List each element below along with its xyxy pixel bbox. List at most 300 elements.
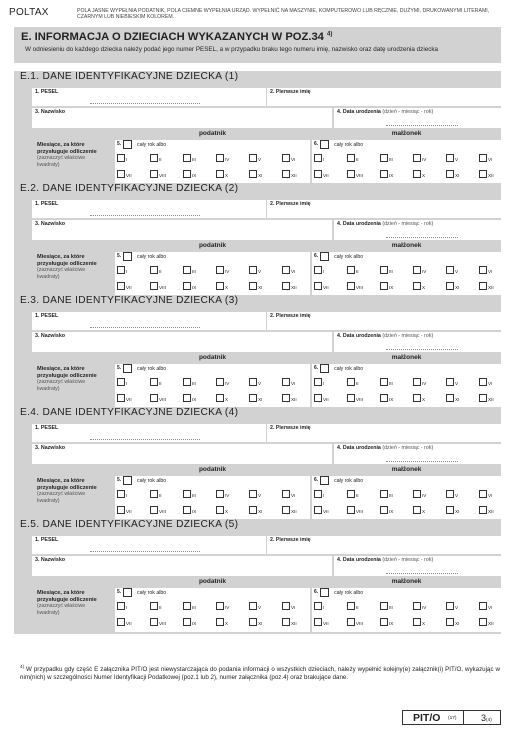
checkbox-square[interactable] xyxy=(314,266,325,274)
checkbox-square[interactable] xyxy=(380,490,388,498)
spouse-month-checkbox[interactable] xyxy=(314,170,329,178)
checkbox-square[interactable] xyxy=(183,282,191,290)
checkbox-square[interactable] xyxy=(282,282,290,290)
spouse-month-checkbox[interactable] xyxy=(347,394,363,402)
checkbox-square[interactable] xyxy=(380,170,388,178)
checkbox-square[interactable] xyxy=(380,618,388,626)
spouse-month-checkbox[interactable] xyxy=(446,378,458,386)
taxpayer-month-checkbox[interactable] xyxy=(282,506,297,514)
birth-date-field[interactable] xyxy=(334,444,501,464)
spouse-whole-year-checkbox[interactable] xyxy=(320,588,329,597)
birth-date-field[interactable] xyxy=(334,220,501,240)
taxpayer-month-checkbox[interactable] xyxy=(282,378,295,386)
checkbox-square[interactable] xyxy=(249,282,257,290)
checkbox-square[interactable] xyxy=(314,378,325,386)
checkbox-square[interactable] xyxy=(282,490,290,498)
month-label: VI xyxy=(291,157,296,162)
taxpayer-whole-year-checkbox[interactable] xyxy=(123,252,132,261)
checkbox-square[interactable] xyxy=(117,282,125,290)
taxpayer-month-checkbox[interactable] xyxy=(282,154,295,162)
spouse-month-checkbox[interactable] xyxy=(347,154,359,162)
month-label: VII xyxy=(126,621,132,626)
checkbox-square[interactable] xyxy=(150,282,158,290)
checkbox-square[interactable] xyxy=(117,506,125,514)
checkbox-square[interactable] xyxy=(446,266,454,274)
checkbox-square[interactable] xyxy=(150,602,158,610)
checkbox-square[interactable] xyxy=(446,154,454,162)
spouse-month-checkbox[interactable] xyxy=(347,170,363,178)
checkbox-square[interactable] xyxy=(347,154,355,162)
spouse-month-checkbox[interactable] xyxy=(347,618,363,626)
taxpayer-month-checkbox[interactable] xyxy=(150,378,162,386)
checkbox-square[interactable] xyxy=(150,506,158,514)
checkbox-square[interactable] xyxy=(314,394,322,402)
spouse-month-checkbox[interactable] xyxy=(314,506,329,514)
taxpayer-month-checkbox[interactable] xyxy=(249,394,262,402)
month-label: II xyxy=(356,269,359,274)
checkbox-square[interactable] xyxy=(183,378,191,386)
spouse-month-checkbox[interactable] xyxy=(380,266,393,274)
checkbox-square[interactable] xyxy=(249,618,257,626)
taxpayer-month-checkbox[interactable] xyxy=(183,266,196,274)
checkbox-square[interactable] xyxy=(314,170,322,178)
checkbox-square[interactable] xyxy=(282,394,290,402)
checkbox-square[interactable] xyxy=(380,266,388,274)
first-name-field[interactable] xyxy=(267,312,501,330)
taxpayer-month-checkbox[interactable] xyxy=(183,506,196,514)
taxpayer-month-checkbox[interactable] xyxy=(216,378,229,386)
taxpayer-month-checkbox[interactable] xyxy=(282,170,297,178)
checkbox-square[interactable] xyxy=(413,618,421,626)
taxpayer-month-checkbox[interactable] xyxy=(216,170,228,178)
taxpayer-month-checkbox[interactable] xyxy=(282,282,297,290)
whole-year-label: cały rok albo xyxy=(334,254,364,260)
taxpayer-month-checkbox[interactable] xyxy=(249,170,262,178)
spouse-month-checkbox[interactable] xyxy=(479,170,494,178)
taxpayer-month-checkbox[interactable] xyxy=(117,378,127,386)
month-label: II xyxy=(159,605,162,610)
spouse-whole-year-checkbox[interactable] xyxy=(320,364,329,373)
checkbox-square[interactable] xyxy=(413,170,421,178)
spouse-month-checkbox[interactable] xyxy=(446,394,459,402)
checkbox-square[interactable] xyxy=(216,378,224,386)
checkbox-square[interactable] xyxy=(216,154,224,162)
month-label: VI xyxy=(488,493,493,498)
checkbox-square[interactable] xyxy=(183,154,191,162)
pesel-field[interactable] xyxy=(32,536,266,554)
checkbox-square[interactable] xyxy=(479,394,487,402)
checkbox-square[interactable] xyxy=(347,506,355,514)
checkbox-square[interactable] xyxy=(479,490,487,498)
checkbox-square[interactable] xyxy=(150,618,158,626)
spouse-whole-year-checkbox[interactable] xyxy=(320,476,329,485)
pesel-field[interactable] xyxy=(32,200,266,218)
month-label: XII xyxy=(291,509,297,514)
taxpayer-month-checkbox[interactable] xyxy=(150,282,166,290)
checkbox-square[interactable] xyxy=(413,378,421,386)
spouse-month-checkbox[interactable] xyxy=(446,154,458,162)
months-label: Miesiące, za które przysługuje odliczenie (zaznaczyć właściwe kwadraty) xyxy=(37,478,97,504)
surname-field[interactable] xyxy=(32,108,332,128)
spouse-whole-year-checkbox[interactable] xyxy=(320,252,329,261)
checkbox-square[interactable] xyxy=(446,282,454,290)
spouse-month-checkbox[interactable] xyxy=(380,602,393,610)
spouse-month-checkbox[interactable] xyxy=(479,506,494,514)
checkbox-square[interactable] xyxy=(216,282,224,290)
checkbox-square[interactable] xyxy=(249,266,257,274)
checkbox-square[interactable] xyxy=(380,506,388,514)
checkbox-square[interactable] xyxy=(413,506,421,514)
month-label: I xyxy=(126,493,128,498)
pesel-field[interactable] xyxy=(32,88,266,106)
spouse-month-checkbox[interactable] xyxy=(314,378,324,386)
checkbox-square[interactable] xyxy=(150,170,158,178)
checkbox-square[interactable] xyxy=(117,378,128,386)
spouse-month-checkbox[interactable] xyxy=(479,378,492,386)
checkbox-square[interactable] xyxy=(249,378,257,386)
spouse-month-checkbox[interactable] xyxy=(446,282,459,290)
spouse-month-checkbox[interactable] xyxy=(314,394,329,402)
checkbox-square[interactable] xyxy=(150,490,158,498)
spouse-month-checkbox[interactable] xyxy=(314,266,324,274)
taxpayer-whole-year-checkbox[interactable] xyxy=(123,476,132,485)
checkbox-square[interactable] xyxy=(413,154,421,162)
spouse-month-checkbox[interactable] xyxy=(479,394,494,402)
spouse-month-checkbox[interactable] xyxy=(347,602,359,610)
checkbox-square[interactable] xyxy=(380,282,388,290)
surname-field[interactable] xyxy=(32,220,332,240)
checkbox-square[interactable] xyxy=(413,394,421,402)
checkbox-square[interactable] xyxy=(150,266,158,274)
checkbox-square[interactable] xyxy=(117,490,128,498)
month-label: VIII xyxy=(356,397,363,402)
spouse-month-checkbox[interactable] xyxy=(380,394,393,402)
taxpayer-month-checkbox[interactable] xyxy=(249,266,261,274)
checkbox-square[interactable] xyxy=(347,618,355,626)
checkbox-square[interactable] xyxy=(282,378,290,386)
spouse-month-checkbox[interactable] xyxy=(380,378,393,386)
first-name-field[interactable] xyxy=(267,424,501,442)
checkbox-square[interactable] xyxy=(249,602,257,610)
taxpayer-month-checkbox[interactable] xyxy=(183,282,196,290)
taxpayer-month-checkbox[interactable] xyxy=(282,266,295,274)
spouse-month-checkbox[interactable] xyxy=(479,618,494,626)
taxpayer-month-checkbox[interactable] xyxy=(183,154,196,162)
spouse-month-checkbox[interactable] xyxy=(347,282,363,290)
checkbox-square[interactable] xyxy=(216,602,224,610)
taxpayer-month-checkbox[interactable] xyxy=(117,602,127,610)
checkbox-square[interactable] xyxy=(117,266,128,274)
spouse-month-checkbox[interactable] xyxy=(380,154,393,162)
taxpayer-month-checkbox[interactable] xyxy=(249,618,262,626)
spouse-month-checkbox[interactable] xyxy=(314,602,324,610)
taxpayer-month-checkbox[interactable] xyxy=(216,602,229,610)
spouse-month-checkbox[interactable] xyxy=(314,154,324,162)
taxpayer-month-checkbox[interactable] xyxy=(249,154,261,162)
spouse-month-checkbox[interactable] xyxy=(446,266,458,274)
spouse-month-checkbox[interactable] xyxy=(413,394,425,402)
checkbox-square[interactable] xyxy=(282,618,290,626)
taxpayer-month-checkbox[interactable] xyxy=(216,618,228,626)
birth-date-field[interactable] xyxy=(334,332,501,352)
checkbox-square[interactable] xyxy=(446,394,454,402)
taxpayer-month-checkbox[interactable] xyxy=(183,602,196,610)
checkbox-square[interactable] xyxy=(282,602,290,610)
taxpayer-month-checkbox[interactable] xyxy=(216,490,229,498)
spouse-months-box xyxy=(312,476,507,520)
checkbox-square[interactable] xyxy=(282,154,290,162)
checkbox-square[interactable] xyxy=(183,266,191,274)
surname-label: 3. Nazwisko xyxy=(35,221,66,227)
month-label: XI xyxy=(455,509,460,514)
spouse-month-checkbox[interactable] xyxy=(314,282,329,290)
spouse-month-checkbox[interactable] xyxy=(446,490,458,498)
checkbox-square[interactable] xyxy=(446,378,454,386)
first-name-field[interactable] xyxy=(267,536,501,554)
checkbox-square[interactable] xyxy=(446,490,454,498)
taxpayer-month-checkbox[interactable] xyxy=(249,490,261,498)
spouse-month-checkbox[interactable] xyxy=(314,618,329,626)
checkbox-square[interactable] xyxy=(249,154,257,162)
month-label: X xyxy=(422,173,426,178)
spouse-month-checkbox[interactable] xyxy=(413,170,425,178)
taxpayer-month-checkbox[interactable] xyxy=(282,602,295,610)
taxpayer-month-checkbox[interactable] xyxy=(117,618,132,626)
checkbox-square[interactable] xyxy=(249,170,257,178)
page-number: 3(4) xyxy=(481,713,492,723)
spouse-month-checkbox[interactable] xyxy=(413,490,426,498)
checkbox-square[interactable] xyxy=(380,378,388,386)
spouse-month-checkbox[interactable] xyxy=(413,282,425,290)
checkbox-square[interactable] xyxy=(446,618,454,626)
taxpayer-month-checkbox[interactable] xyxy=(216,266,229,274)
spouse-month-checkbox[interactable] xyxy=(413,506,425,514)
taxpayer-month-checkbox[interactable] xyxy=(183,490,196,498)
birth-date-field[interactable] xyxy=(334,556,501,576)
spouse-month-checkbox[interactable] xyxy=(479,154,492,162)
taxpayer-heading: podatnik xyxy=(198,466,227,473)
taxpayer-whole-year-checkbox[interactable] xyxy=(123,364,132,373)
checkbox-square[interactable] xyxy=(446,602,454,610)
taxpayer-month-checkbox[interactable] xyxy=(183,618,196,626)
first-name-field[interactable] xyxy=(267,200,501,218)
checkbox-square[interactable] xyxy=(216,490,224,498)
taxpayer-month-checkbox[interactable] xyxy=(150,394,166,402)
checkbox-square[interactable] xyxy=(216,266,224,274)
checkbox-square[interactable] xyxy=(479,282,487,290)
child-section-title: E.1. DANE IDENTYFIKACYJNE DZIECKA (1) xyxy=(20,71,239,82)
checkbox-square[interactable] xyxy=(347,394,355,402)
taxpayer-month-checkbox[interactable] xyxy=(117,170,132,178)
checkbox-square[interactable] xyxy=(380,154,388,162)
taxpayer-whole-year-checkbox[interactable] xyxy=(123,140,132,149)
taxpayer-month-checkbox[interactable] xyxy=(117,506,132,514)
spouse-month-checkbox[interactable] xyxy=(479,282,494,290)
first-name-field[interactable] xyxy=(267,88,501,106)
checkbox-square[interactable] xyxy=(216,394,224,402)
checkbox-square[interactable] xyxy=(380,394,388,402)
checkbox-square[interactable] xyxy=(150,394,158,402)
checkbox-square[interactable] xyxy=(347,170,355,178)
taxpayer-month-checkbox[interactable] xyxy=(216,154,229,162)
checkbox-square[interactable] xyxy=(150,154,158,162)
month-label: IV xyxy=(225,605,230,610)
checkbox-square[interactable] xyxy=(347,378,355,386)
checkbox-square[interactable] xyxy=(117,154,128,162)
checkbox-square[interactable] xyxy=(446,170,454,178)
taxpayer-month-checkbox[interactable] xyxy=(282,394,297,402)
spouse-month-checkbox[interactable] xyxy=(314,490,324,498)
spouse-month-checkbox[interactable] xyxy=(413,266,426,274)
checkbox-square[interactable] xyxy=(413,282,421,290)
spouse-month-checkbox[interactable] xyxy=(413,618,425,626)
surname-field[interactable] xyxy=(32,444,332,464)
spouse-month-checkbox[interactable] xyxy=(446,506,459,514)
checkbox-square[interactable] xyxy=(216,506,224,514)
taxpayer-month-checkbox[interactable] xyxy=(249,378,261,386)
pesel-field[interactable] xyxy=(32,312,266,330)
taxpayer-month-checkbox[interactable] xyxy=(216,506,228,514)
checkbox-square[interactable] xyxy=(347,266,355,274)
checkbox-square[interactable] xyxy=(479,266,487,274)
spouse-month-checkbox[interactable] xyxy=(347,506,363,514)
taxpayer-month-checkbox[interactable] xyxy=(249,282,262,290)
taxpayer-month-checkbox[interactable] xyxy=(150,266,162,274)
taxpayer-month-checkbox[interactable] xyxy=(150,490,162,498)
checkbox-square[interactable] xyxy=(413,490,421,498)
month-label: IV xyxy=(422,269,427,274)
checkbox-square[interactable] xyxy=(117,170,125,178)
surname-field[interactable] xyxy=(32,556,332,576)
taxpayer-whole-year-checkbox[interactable] xyxy=(123,588,132,597)
whole-year-label: cały rok albo xyxy=(334,142,364,148)
spouse-month-checkbox[interactable] xyxy=(446,618,459,626)
month-label: IX xyxy=(192,173,197,178)
checkbox-square[interactable] xyxy=(183,602,191,610)
checkbox-square[interactable] xyxy=(314,602,325,610)
spouse-month-checkbox[interactable] xyxy=(446,170,459,178)
checkbox-square[interactable] xyxy=(413,602,421,610)
checkbox-square[interactable] xyxy=(282,506,290,514)
spouse-month-checkbox[interactable] xyxy=(479,266,492,274)
spouse-month-checkbox[interactable] xyxy=(413,602,426,610)
checkbox-square[interactable] xyxy=(314,490,325,498)
checkbox-square[interactable] xyxy=(117,618,125,626)
pesel-label: 1. PESEL xyxy=(35,201,59,207)
checkbox-square[interactable] xyxy=(347,490,355,498)
spouse-month-checkbox[interactable] xyxy=(380,506,393,514)
taxpayer-month-checkbox[interactable] xyxy=(183,394,196,402)
taxpayer-month-checkbox[interactable] xyxy=(249,506,262,514)
pesel-field[interactable] xyxy=(32,424,266,442)
taxpayer-month-checkbox[interactable] xyxy=(183,170,196,178)
spouse-month-checkbox[interactable] xyxy=(347,378,359,386)
checkbox-square[interactable] xyxy=(282,170,290,178)
checkbox-square[interactable] xyxy=(479,170,487,178)
checkbox-square[interactable] xyxy=(479,378,487,386)
header-note: POLA JASNE WYPEŁNIA PODATNIK, POLA CIEMNE WYPEŁNIA URZĄD. WYPEŁNIĆ NA MASZYNIE, KOMPUTEROWO LUB RĘCZNIE, DUŻYMI, DRUKOWANYMI LITERAMI, CZARNYM LUB NIEBIESKIM KOLOREM. xyxy=(77,8,490,21)
checkbox-square[interactable] xyxy=(249,506,257,514)
month-label: V xyxy=(455,605,459,610)
taxpayer-month-checkbox[interactable] xyxy=(117,490,127,498)
taxpayer-month-checkbox[interactable] xyxy=(117,282,132,290)
spouse-whole-year-checkbox[interactable] xyxy=(320,140,329,149)
spouse-month-checkbox[interactable] xyxy=(479,490,492,498)
taxpayer-month-checkbox[interactable] xyxy=(216,394,228,402)
spouse-month-checkbox[interactable] xyxy=(380,618,393,626)
checkbox-square[interactable] xyxy=(282,266,290,274)
taxpayer-month-checkbox[interactable] xyxy=(249,602,261,610)
spouse-month-checkbox[interactable] xyxy=(347,490,359,498)
checkbox-square[interactable] xyxy=(183,394,191,402)
checkbox-square[interactable] xyxy=(446,506,454,514)
checkbox-square[interactable] xyxy=(216,618,224,626)
checkbox-square[interactable] xyxy=(314,618,322,626)
checkbox-square[interactable] xyxy=(314,154,325,162)
checkbox-square[interactable] xyxy=(314,282,322,290)
taxpayer-month-checkbox[interactable] xyxy=(216,282,228,290)
checkbox-square[interactable] xyxy=(117,602,128,610)
month-label: VI xyxy=(291,605,296,610)
spouse-month-checkbox[interactable] xyxy=(347,266,359,274)
taxpayer-month-checkbox[interactable] xyxy=(150,602,162,610)
checkbox-square[interactable] xyxy=(183,618,191,626)
spouse-month-checkbox[interactable] xyxy=(446,602,458,610)
spouse-month-checkbox[interactable] xyxy=(380,170,393,178)
taxpayer-month-checkbox[interactable] xyxy=(117,154,127,162)
checkbox-square[interactable] xyxy=(479,154,487,162)
checkbox-square[interactable] xyxy=(479,506,487,514)
checkbox-square[interactable] xyxy=(479,618,487,626)
spouse-field-number: 6. xyxy=(314,141,319,147)
taxpayer-month-checkbox[interactable] xyxy=(117,394,132,402)
checkbox-square[interactable] xyxy=(314,506,322,514)
taxpayer-month-checkbox[interactable] xyxy=(150,154,162,162)
checkbox-square[interactable] xyxy=(380,602,388,610)
checkbox-square[interactable] xyxy=(347,602,355,610)
checkbox-square[interactable] xyxy=(413,266,421,274)
spouse-month-checkbox[interactable] xyxy=(380,490,393,498)
taxpayer-month-checkbox[interactable] xyxy=(150,170,166,178)
surname-field[interactable] xyxy=(32,332,332,352)
taxpayer-month-checkbox[interactable] xyxy=(117,266,127,274)
taxpayer-month-checkbox[interactable] xyxy=(282,490,295,498)
footnote-marker: 4) xyxy=(20,664,25,669)
taxpayer-month-checkbox[interactable] xyxy=(150,506,166,514)
checkbox-square[interactable] xyxy=(150,378,158,386)
spouse-month-checkbox[interactable] xyxy=(479,602,492,610)
checkbox-square[interactable] xyxy=(183,170,191,178)
form-footer xyxy=(402,710,501,725)
taxpayer-month-checkbox[interactable] xyxy=(183,378,196,386)
checkbox-square[interactable] xyxy=(249,394,257,402)
spouse-month-checkbox[interactable] xyxy=(413,154,426,162)
spouse-month-checkbox[interactable] xyxy=(380,282,393,290)
checkbox-square[interactable] xyxy=(216,170,224,178)
checkbox-square[interactable] xyxy=(347,282,355,290)
checkbox-square[interactable] xyxy=(183,506,191,514)
taxpayer-month-checkbox[interactable] xyxy=(282,618,297,626)
checkbox-square[interactable] xyxy=(117,394,125,402)
checkbox-square[interactable] xyxy=(249,490,257,498)
checkbox-square[interactable] xyxy=(183,490,191,498)
month-label: VI xyxy=(291,269,296,274)
birth-date-field[interactable] xyxy=(334,108,501,128)
spouse-month-checkbox[interactable] xyxy=(413,378,426,386)
checkbox-square[interactable] xyxy=(479,602,487,610)
taxpayer-month-checkbox[interactable] xyxy=(150,618,166,626)
footnote-ref: 4) xyxy=(327,31,333,38)
